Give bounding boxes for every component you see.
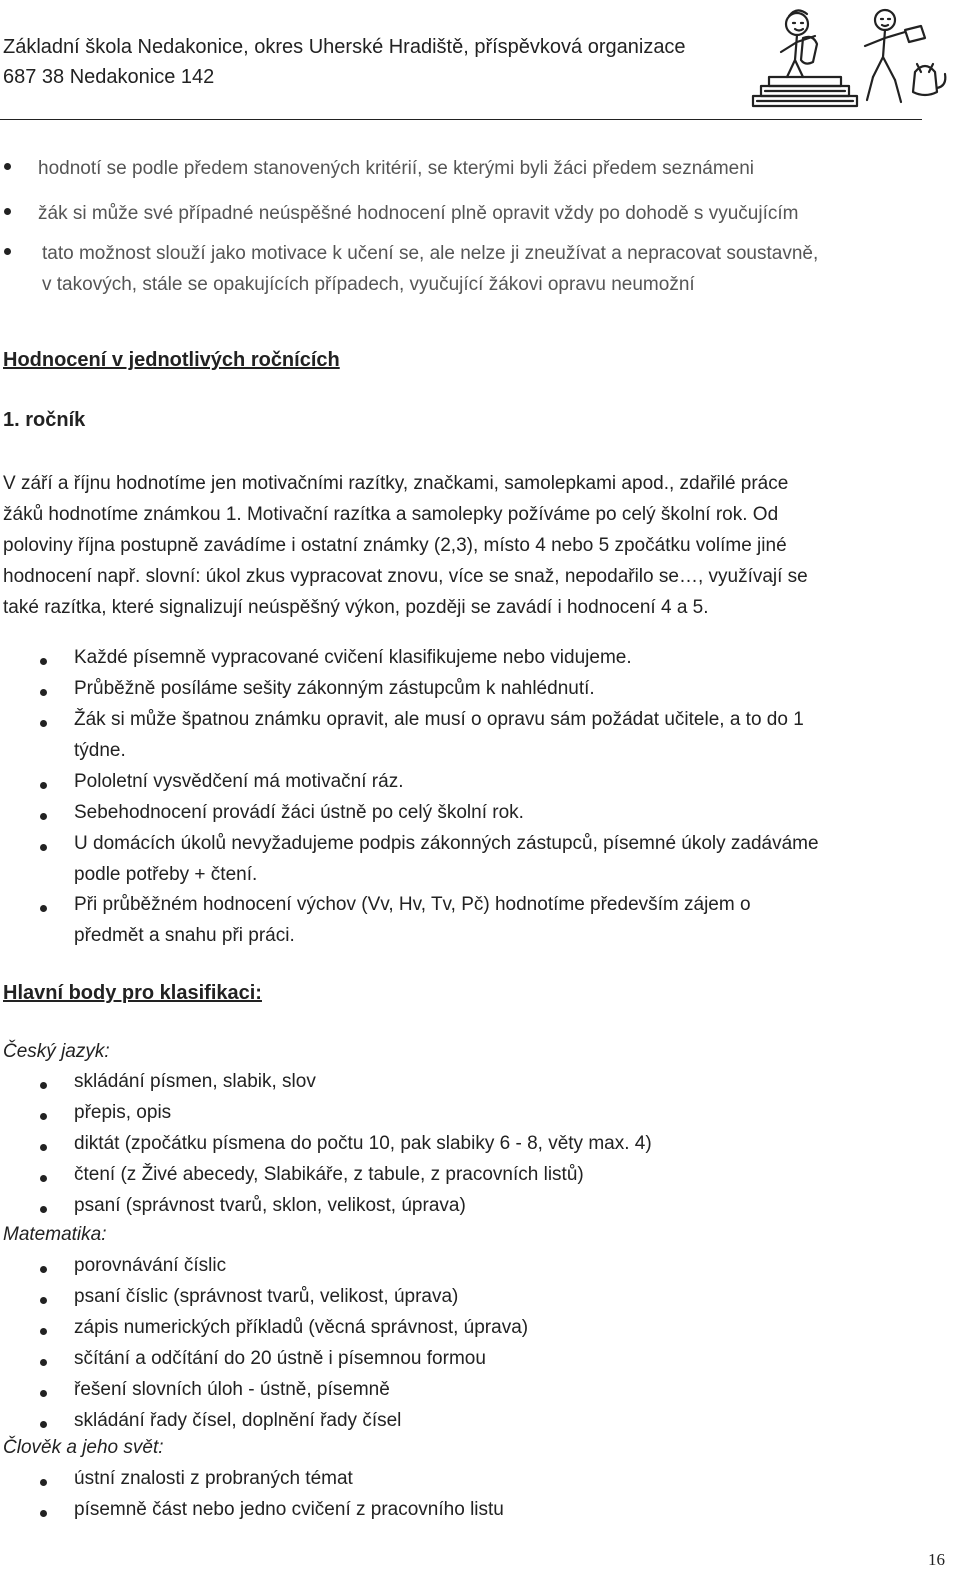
bullet-dot-icon [40,1206,47,1213]
bullet-dot-icon [40,1359,47,1366]
bullet-dot-icon [40,1510,47,1517]
bullet-dot-icon [40,1328,47,1335]
bullet-dot-icon [40,782,47,789]
subject-item: přepis, opis [74,1102,172,1123]
paragraph-line: poloviny října postupně zavádíme i ostatní známky (2,3), místo 4 nebo 5 zpočátku volíme jiné [3,535,787,556]
bullet-dot-icon [4,208,11,215]
bullet-dot-icon [40,1113,47,1120]
section-heading: Hodnocení v jednotlivých ročnících [3,349,340,371]
bullet-dot-icon [40,720,47,727]
paragraph-line: také razítka, které signalizují neúspěšný výkon, později se zavádí i hodnocení 4 a 5. [3,597,709,618]
bullet-dot-icon [40,813,47,820]
subject-item: skládání řady čísel, doplnění řady čísel [74,1410,402,1431]
school-children-logo-icon [745,2,950,114]
bullet-dot-icon [40,1390,47,1397]
grade-bullet-text: U domácích úkolů nevyžadujeme podpis zákonných zástupců, písemné úkoly zadáváme [74,833,819,854]
intro-bullet-text: tato možnost slouží jako motivace k učení se, ale nelze ji zneužívat a nepracovat soustavně, [42,243,819,264]
header-address: 687 38 Nedakonice 142 [3,66,215,88]
grade-bullet-text: Žák si může špatnou známku opravit, ale musí o opravu sám požádat učitele, a to do 1 [74,709,804,730]
subject-item: písemně část nebo jedno cvičení z pracovního listu [74,1499,504,1520]
grade-bullet-text: Při průběžném hodnocení výchov (Vv, Hv, Tv, Pč) hodnotíme především zájem o [74,894,751,915]
paragraph-line: hodnocení např. slovní: úkol zkus vypracovat znovu, více se snaž, nepodařilo se…, využívají se [3,566,808,587]
subject-title: Český jazyk: [3,1041,110,1062]
grade-bullet-text: týdne. [74,740,126,761]
bullet-dot-icon [40,1175,47,1182]
bullet-dot-icon [40,1082,47,1089]
paragraph-line: žáků hodnotíme známkou 1. Motivační razítka a samolepky požíváme po celý školní rok. Od [3,504,779,525]
classification-heading: Hlavní body pro klasifikaci: [3,982,262,1004]
intro-bullet-text: žák si může své případné neúspěšné hodnocení plně opravit vždy po dohodě s vyučujícím [38,203,799,224]
subject-item: zápis numerických příkladů (věcná správnost, úprava) [74,1317,529,1338]
intro-bullet-text: hodnotí se podle předem stanovených kritérií, se kterými byli žáci předem seznámeni [38,158,755,179]
page-number: 16 [928,1550,945,1569]
subject-item: porovnávání číslic [74,1255,227,1276]
grade-bullet-text: Průběžně posíláme sešity zákonným zástupcům k nahlédnutí. [74,678,595,699]
subject-item: sčítání a odčítání do 20 ústně i písemnou formou [74,1348,486,1369]
bullet-dot-icon [40,844,47,851]
bullet-dot-icon [40,905,47,912]
subject-item: diktát (zpočátku písmena do počtu 10, pak slabiky 6 - 8, věty max. 4) [74,1133,652,1154]
bullet-dot-icon [40,1297,47,1304]
subject-item: psaní číslic (správnost tvarů, velikost, úprava) [74,1286,459,1307]
subject-item: ústní znalosti z probraných témat [74,1468,353,1489]
grade-bullet-text: podle potřeby + čtení. [74,864,258,885]
grade-bullet-text: Sebehodnocení provádí žáci ústně po celý školní rok. [74,802,524,823]
paragraph-line: V září a říjnu hodnotíme jen motivačními razítky, značkami, samolepkami apod., zdařilé práce [3,473,789,494]
bullet-dot-icon [40,1266,47,1273]
subject-title: Člověk a jeho svět: [3,1437,164,1458]
header-school-name: Základní škola Nedakonice, okres Uherské Hradiště, příspěvková organizace [3,36,686,58]
bullet-dot-icon [4,248,11,255]
header-rule [0,119,922,120]
bullet-dot-icon [40,689,47,696]
subject-title: Matematika: [3,1224,107,1245]
grade-heading: 1. ročník [3,409,86,431]
grade-bullet-text: předmět a snahu při práci. [74,925,295,946]
bullet-dot-icon [40,1144,47,1151]
bullet-dot-icon [4,163,11,170]
grade-bullet-text: Každé písemně vypracované cvičení klasifikujeme nebo vidujeme. [74,647,632,668]
subject-item: skládání písmen, slabik, slov [74,1071,316,1092]
bullet-dot-icon [40,1479,47,1486]
bullet-dot-icon [40,658,47,665]
subject-item: řešení slovních úloh - ústně, písemně [74,1379,390,1400]
subject-item: čtení (z Živé abecedy, Slabikáře, z tabule, z pracovních listů) [74,1164,584,1185]
grade-bullet-text: Pololetní vysvědčení má motivační ráz. [74,771,404,792]
bullet-dot-icon [40,1421,47,1428]
grade-paragraph [3,468,933,623]
subject-item: psaní (správnost tvarů, sklon, velikost, úprava) [74,1195,466,1216]
intro-bullet-text: v takových, stále se opakujících případech, vyučující žákovi opravu neumožní [42,274,695,295]
